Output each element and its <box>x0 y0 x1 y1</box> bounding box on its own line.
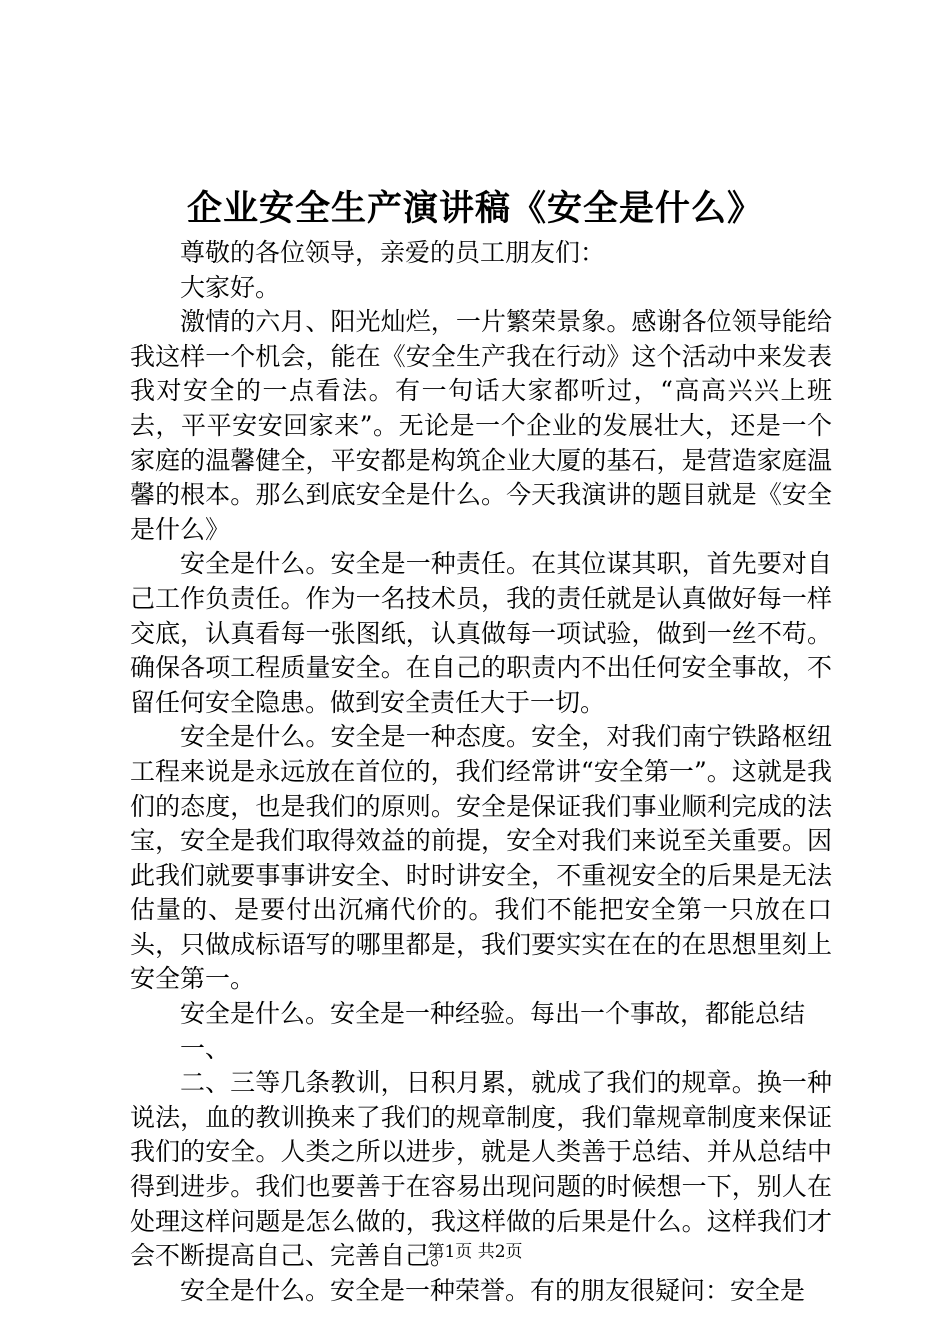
document-title: 企业安全生产演讲稿《安全是什么》 <box>186 188 763 229</box>
responsibility-paragraph: 安全是什么。安全是一种责任。在其位谋其职，首先要对自己工作负责任。作为一名技术员，我的责任就是认真做好每一样交底，认真看每一张图纸，认真做每一项试验，做到一丝不苟。确保各项工程质量安全。在自己的职责内不出任何安全事故，不留任何安全隐患。做到安全责任大于一切。 <box>130 549 832 717</box>
hello-paragraph: 大家好。 <box>180 272 281 302</box>
intro-paragraph: 激情的六月、阳光灿烂，一片繁荣景象。感谢各位领导能给我这样一个机会，能在《安全生产我在行动》这个活动中来发表我对安全的一点看法。有一句话大家都听过，“高高兴兴上班去，平平安安回家来”。无论是一个企业的发展壮大，还是一个家庭的温馨健全，平安都是构筑企业大厦的基石，是营造家庭温馨的根本。那么到底安全是什么。今天我演讲的题目就是《安全是什么》 <box>130 307 832 544</box>
greeting-paragraph: 尊敬的各位领导，亲爱的员工朋友们： <box>180 238 606 267</box>
list-marker-paragraph: 一、 <box>180 1033 231 1063</box>
honor-paragraph: 安全是什么。安全是一种荣誉。有的朋友很疑问：安全是 <box>180 1275 806 1305</box>
attitude-paragraph: 安全是什么。安全是一种态度。安全，对我们南宁铁路枢纽工程来说是永远放在首位的，我们经常讲“安全第一”。这就是我们的态度，也是我们的原则。安全是保证我们事业顺利完成的法宝，安全是我们取得效益的前提，安全对我们来说至关重要。因此我们就要事事讲安全、时时讲安全，不重视安全的后果是无法估量的、是要付出沉痛代价的。我们不能把安全第一只放在口头，只做成标语写的哪里都是，我们要实实在在的在思想里刻上安全第一。 <box>130 722 832 994</box>
page-footer: 第1页 共2页 <box>427 1242 523 1262</box>
experience-paragraph: 安全是什么。安全是一种经验。每出一个事故，都能总结 <box>180 999 806 1029</box>
document-body <box>130 236 832 1308</box>
lessons-paragraph: 二、三等几条教训，日积月累，就成了我们的规章。换一种说法，血的教训换来了我们的规章制度，我们靠规章制度来保证我们的安全。人类之所以进步，就是人类善于总结、并从总结中得到进步。我们也要善于在容易出现问题的时候想一下，别人在处理这样问题是怎么做的，我这样做的后果是什么。这样我们才会不断提高自己、完善自己。 <box>130 1068 832 1271</box>
